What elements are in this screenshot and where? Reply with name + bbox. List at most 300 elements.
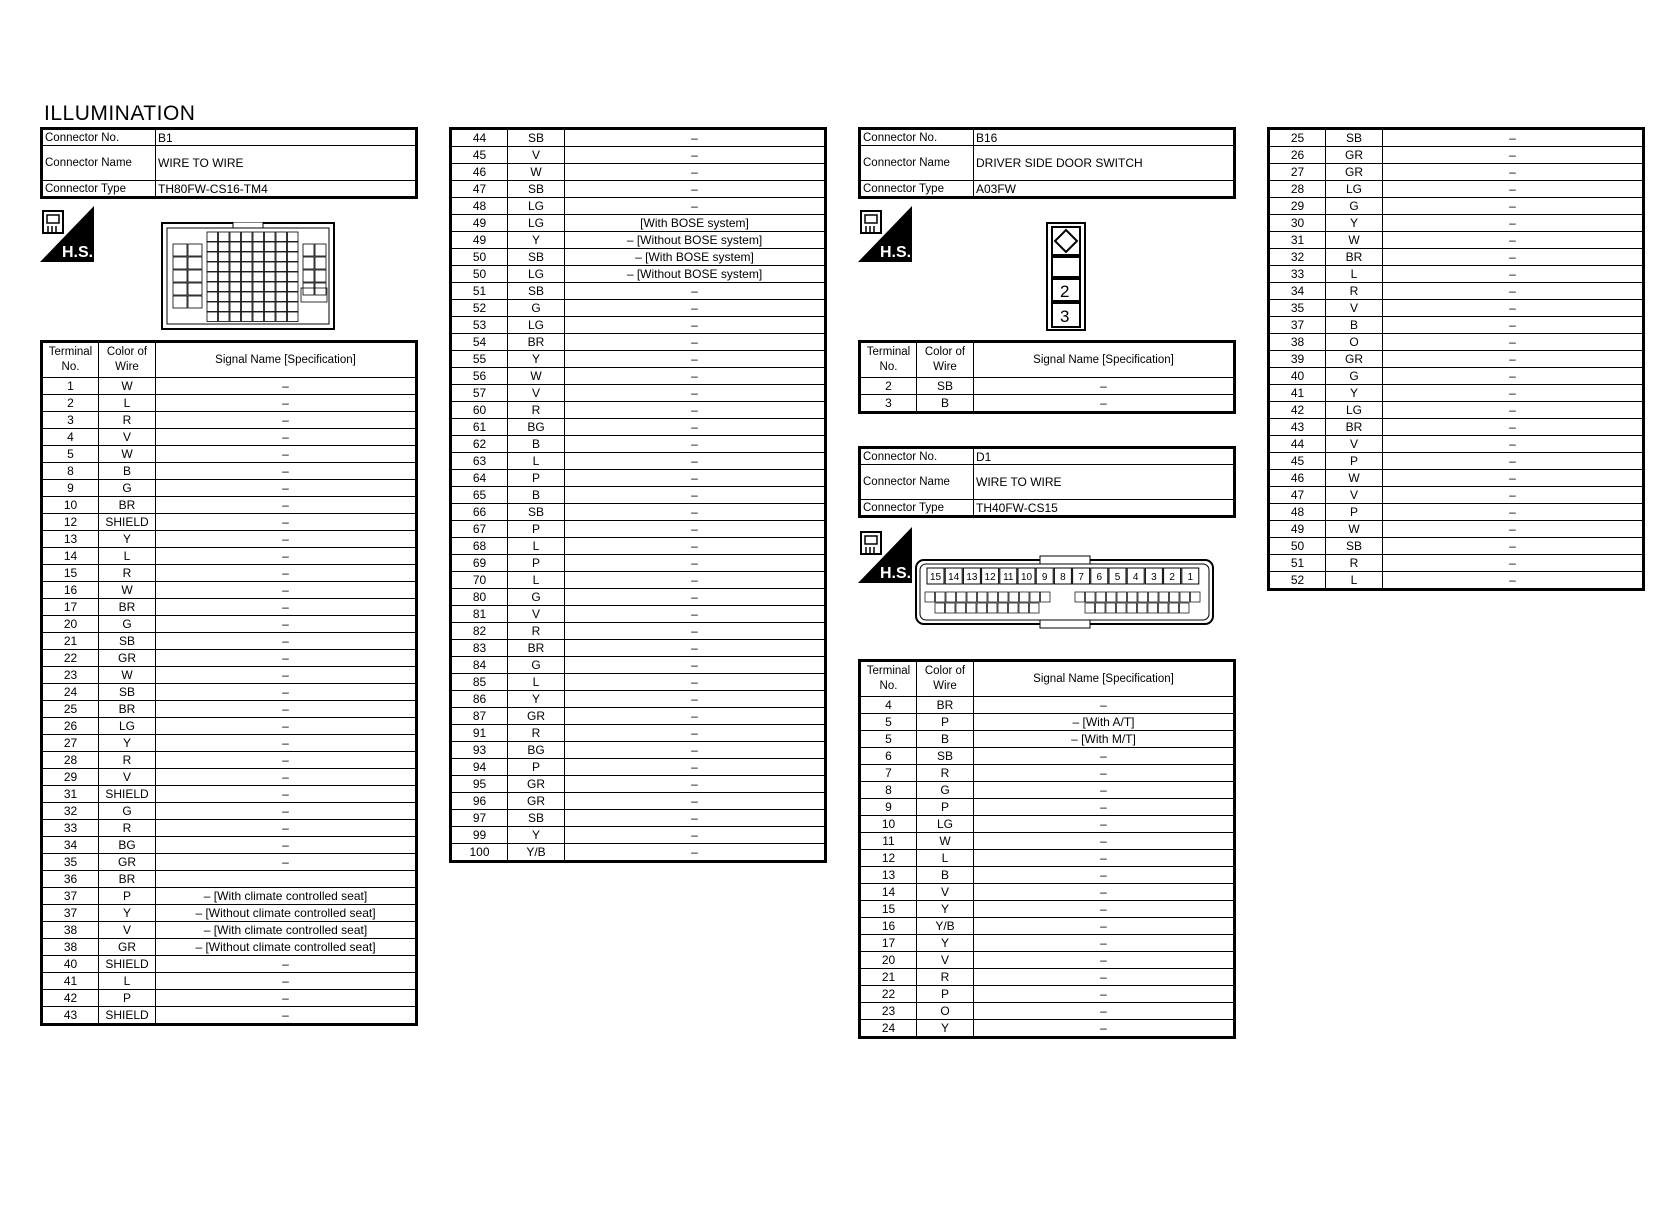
signal-name-cell: – (1383, 453, 1644, 470)
terminal-no-cell: 38 (42, 922, 99, 939)
wire-color-cell: P (917, 714, 974, 731)
table-row (1269, 504, 1644, 521)
signal-name-cell: – (565, 742, 826, 759)
wire-color-cell: SB (508, 129, 565, 147)
d1-small-pin (1041, 592, 1051, 602)
terminal-no-header: Terminal No. (42, 342, 99, 378)
wire-color-cell: BG (508, 419, 565, 436)
b1-pin-cell (303, 283, 314, 295)
terminal-no-cell: 40 (1269, 368, 1326, 385)
b1-pin-cell (265, 262, 276, 272)
wire-color-cell: BR (508, 334, 565, 351)
terminal-no-cell: 52 (451, 300, 508, 317)
wire-color-cell: LG (1326, 181, 1383, 198)
terminal-no-cell: 27 (1269, 164, 1326, 181)
d1-small-pin (946, 603, 956, 613)
table-row (42, 565, 417, 582)
terminal-no-header: Terminal No. (860, 661, 917, 697)
wire-color-cell: Y/B (917, 918, 974, 935)
table-row (860, 731, 1235, 748)
b1-pin-cell (242, 282, 253, 292)
signal-name-cell: – (565, 351, 826, 368)
b1-pin-cell (230, 272, 241, 282)
b1-pin-cell (242, 302, 253, 312)
signal-name-cell: – (156, 667, 417, 684)
d1-small-pin (1086, 592, 1096, 602)
wire-color-cell: GR (99, 854, 156, 871)
signal-name-cell: – (565, 572, 826, 589)
wire-color-cell: W (99, 667, 156, 684)
wire-color-cell: LG (508, 198, 565, 215)
wire-color-cell: V (508, 606, 565, 623)
b1-pin-cell (207, 252, 218, 262)
terminal-no-cell: 86 (451, 691, 508, 708)
b1-pin-cell (173, 244, 187, 256)
connector-name-value: WIRE TO WIRE (974, 465, 1235, 500)
d1-small-pin (1019, 603, 1029, 613)
wire-color-cell: LG (508, 266, 565, 283)
d1-small-pin (1020, 592, 1030, 602)
wire-color-cell: W (99, 582, 156, 599)
signal-name-cell: – (565, 470, 826, 487)
terminal-no-cell: 13 (42, 531, 99, 548)
b1-pin-cell (288, 312, 299, 322)
d1-pin-label: 15 (929, 572, 942, 583)
b1-pin-cell (288, 272, 299, 282)
d1-small-pin (1009, 603, 1019, 613)
wire-color-cell: L (508, 674, 565, 691)
signal-name-cell: – [With climate controlled seat] (156, 922, 417, 939)
wire-color-cell: Y (99, 905, 156, 922)
b1-pin-cell (265, 272, 276, 282)
table-row (860, 935, 1235, 952)
b1-pin-cell (276, 312, 287, 322)
table-row (42, 531, 417, 548)
wire-color-cell: P (99, 990, 156, 1007)
signal-name-cell: – (974, 850, 1235, 867)
terminal-no-cell: 42 (1269, 402, 1326, 419)
wire-color-cell: Y (917, 901, 974, 918)
connector-b1-info (40, 127, 418, 199)
table-row (860, 850, 1235, 867)
wire-color-cell: G (1326, 198, 1383, 215)
table-row (42, 854, 417, 871)
signal-name-cell: – (565, 810, 826, 827)
connector-type-value: TH40FW-CS15 (974, 500, 1235, 517)
signal-name-cell: – (156, 956, 417, 973)
table-row (451, 487, 826, 504)
signal-name-cell: – [With BOSE system] (565, 249, 826, 266)
terminal-no-cell: 42 (42, 990, 99, 1007)
connector-no-value: B1 (156, 129, 417, 146)
d1-small-pin (1030, 592, 1040, 602)
b1-pin-cell (242, 262, 253, 272)
table-row (1269, 334, 1644, 351)
terminal-no-cell: 66 (451, 504, 508, 521)
terminal-no-cell: 17 (42, 599, 99, 616)
table-row (451, 827, 826, 844)
b1-pin-cell (276, 272, 287, 282)
table-row (860, 901, 1235, 918)
table-row (42, 446, 417, 463)
terminal-no-cell: 22 (42, 650, 99, 667)
hs-badge-icon (858, 206, 912, 262)
b1-pin-cell (230, 262, 241, 272)
table-row (860, 697, 1235, 714)
b16-pin-3: 3 (1060, 307, 1070, 326)
terminal-no-cell: 15 (860, 901, 917, 918)
signal-name-cell: – [Without BOSE system] (565, 232, 826, 249)
table-row (42, 769, 417, 786)
signal-name-cell: – [With M/T] (974, 731, 1235, 748)
b1-pin-cell (207, 302, 218, 312)
d1-small-pin (999, 592, 1009, 602)
signal-name-cell: – (974, 395, 1235, 413)
d1-pin-label: 8 (1060, 572, 1066, 583)
b1-pin-cell (253, 232, 264, 242)
wire-color-cell: SHIELD (99, 514, 156, 531)
d1-small-pin (1117, 603, 1127, 613)
table-row (451, 453, 826, 470)
d1-small-pin (967, 603, 977, 613)
terminal-no-cell: 47 (451, 181, 508, 198)
b1-pin-cell (219, 242, 230, 252)
terminal-no-cell: 80 (451, 589, 508, 606)
signal-name-cell: – (1383, 317, 1644, 334)
wire-color-cell: G (99, 616, 156, 633)
wire-color-cell: L (508, 538, 565, 555)
terminal-no-cell: 30 (1269, 215, 1326, 232)
table-row (42, 939, 417, 956)
table-row (451, 589, 826, 606)
wire-color-cell: P (1326, 453, 1383, 470)
terminal-no-cell: 47 (1269, 487, 1326, 504)
table-row (451, 470, 826, 487)
wire-color-cell: P (508, 521, 565, 538)
wire-color-cell: P (508, 759, 565, 776)
connector-name-value: DRIVER SIDE DOOR SWITCH (974, 146, 1235, 181)
wire-color-cell: G (917, 782, 974, 799)
terminal-no-cell: 31 (42, 786, 99, 803)
table-row (451, 623, 826, 640)
connector-d1-info (858, 446, 1236, 518)
wire-color-cell: LG (1326, 402, 1383, 419)
signal-name-cell: – (156, 633, 417, 650)
table-row (860, 952, 1235, 969)
wire-color-cell: LG (508, 317, 565, 334)
wire-color-cell: SB (1326, 538, 1383, 555)
terminal-no-cell: 55 (451, 351, 508, 368)
signal-name-cell: – (974, 986, 1235, 1003)
table-row (860, 884, 1235, 901)
b1-pin-cell (303, 244, 314, 256)
signal-name-cell: – (1383, 283, 1644, 300)
table-row (451, 691, 826, 708)
table-row (42, 378, 417, 395)
b1-pin-cell (288, 232, 299, 242)
d1-small-pin (1159, 603, 1169, 613)
d1-small-pin (1096, 603, 1106, 613)
terminal-no-cell: 3 (42, 412, 99, 429)
b1-pin-cell (303, 257, 314, 269)
signal-name-cell: – (156, 429, 417, 446)
table-row (42, 735, 417, 752)
terminal-no-cell: 12 (860, 850, 917, 867)
d1-small-pin (936, 592, 946, 602)
d1-pin-label: 4 (1132, 572, 1139, 583)
table-row (451, 368, 826, 385)
color-of-wire-header: Color of Wire (99, 342, 156, 378)
terminal-no-cell: 12 (42, 514, 99, 531)
b1-pin-cell (253, 312, 264, 322)
terminal-no-cell: 63 (451, 453, 508, 470)
terminal-no-cell: 49 (451, 215, 508, 232)
b1-pin-cell (188, 283, 202, 295)
table-row (42, 633, 417, 650)
wire-color-cell: BG (99, 837, 156, 854)
signal-name-cell: – (974, 952, 1235, 969)
d1-terminal-table (858, 659, 1236, 1039)
wire-color-cell: SHIELD (99, 956, 156, 973)
terminal-no-cell: 37 (1269, 317, 1326, 334)
table-row (451, 300, 826, 317)
terminal-no-cell: 37 (42, 888, 99, 905)
b1-pin-cell (230, 312, 241, 322)
table-row (451, 504, 826, 521)
terminal-no-cell: 3 (860, 395, 917, 413)
table-row (860, 986, 1235, 1003)
table-row (1269, 402, 1644, 419)
b1-pin-cell (276, 282, 287, 292)
wire-color-cell: SB (1326, 129, 1383, 147)
wire-color-cell: GR (508, 776, 565, 793)
wire-color-cell: O (917, 1003, 974, 1020)
terminal-no-cell: 52 (1269, 572, 1326, 590)
signal-name-cell: – (156, 497, 417, 514)
terminal-no-cell: 68 (451, 538, 508, 555)
page-title: ILLUMINATION (44, 102, 196, 125)
b1-pin-cell (219, 262, 230, 272)
b1-pin-cell (173, 296, 187, 308)
wire-color-cell: P (99, 888, 156, 905)
d1-pin-label: 2 (1169, 572, 1175, 583)
wire-color-cell: B (99, 463, 156, 480)
b1-pin-cell (188, 257, 202, 269)
b1-pin-cell (219, 232, 230, 242)
signal-name-cell: – (565, 657, 826, 674)
terminal-no-cell: 21 (860, 969, 917, 986)
terminal-no-cell: 4 (42, 429, 99, 446)
b1-terminal-table (40, 340, 418, 1026)
table-row (451, 215, 826, 232)
connector-b16-diagram (1046, 222, 1086, 332)
hs-badge-icon (858, 527, 912, 583)
table-row (860, 918, 1235, 935)
terminal-no-cell: 50 (451, 249, 508, 266)
terminal-no-cell: 7 (860, 765, 917, 782)
signal-name-cell: – (974, 782, 1235, 799)
terminal-no-cell: 41 (1269, 385, 1326, 402)
signal-name-cell: – (974, 884, 1235, 901)
signal-name-cell: – (1383, 351, 1644, 368)
hs-badge-text: H.S. (880, 565, 912, 582)
b1-pin-cell (219, 312, 230, 322)
wire-color-cell: GR (1326, 147, 1383, 164)
signal-name-cell: – (1383, 300, 1644, 317)
color-of-wire-header: Color of Wire (917, 661, 974, 697)
signal-name-cell: – (156, 480, 417, 497)
wire-color-cell: SHIELD (99, 1007, 156, 1025)
signal-name-cell: – (1383, 538, 1644, 555)
signal-name-cell: – (1383, 249, 1644, 266)
terminal-no-cell: 61 (451, 419, 508, 436)
signal-name-cell: – (156, 446, 417, 463)
terminal-no-cell: 25 (1269, 129, 1326, 147)
b1-pin-cell (265, 292, 276, 302)
terminal-no-cell: 35 (42, 854, 99, 871)
table-row (42, 905, 417, 922)
wire-color-cell: V (1326, 436, 1383, 453)
terminal-no-cell: 91 (451, 725, 508, 742)
signal-name-cell: – (1383, 470, 1644, 487)
wire-color-cell: B (917, 731, 974, 748)
connector-name-label: Connector Name (42, 146, 156, 181)
terminal-no-cell: 20 (860, 952, 917, 969)
table-row (451, 844, 826, 862)
b1-pin-cell (219, 252, 230, 262)
d1-small-pin (1096, 592, 1106, 602)
signal-name-cell: – (565, 793, 826, 810)
d1-small-pin (1180, 603, 1190, 613)
table-row (42, 786, 417, 803)
signal-name-cell: – (1383, 164, 1644, 181)
signal-name-cell: – (156, 820, 417, 837)
b1-pin-cell (265, 312, 276, 322)
signal-name-cell: – (974, 833, 1235, 850)
terminal-no-cell: 33 (42, 820, 99, 837)
signal-name-cell: – (565, 504, 826, 521)
signal-name-cell: – (565, 555, 826, 572)
table-row (1269, 419, 1644, 436)
terminal-no-cell: 5 (860, 714, 917, 731)
b1-pin-cell (207, 232, 218, 242)
wire-color-cell: R (508, 623, 565, 640)
wire-color-cell: G (1326, 368, 1383, 385)
b1-pin-cell (242, 272, 253, 282)
signal-name-cell: – (1383, 572, 1644, 590)
wire-color-cell: R (1326, 555, 1383, 572)
wire-color-cell: BR (99, 599, 156, 616)
b1-pin-cell (242, 312, 253, 322)
wire-color-cell: V (1326, 300, 1383, 317)
signal-name-cell (156, 871, 417, 888)
d1-pin-label: 10 (1020, 572, 1033, 583)
wire-color-cell: SHIELD (99, 786, 156, 803)
signal-name-cell: – (1383, 487, 1644, 504)
signal-name-cell: – (974, 748, 1235, 765)
wire-color-cell: V (508, 147, 565, 164)
signal-name-cell: – (156, 548, 417, 565)
d1-pin-label: 14 (948, 572, 960, 583)
table-row (860, 833, 1235, 850)
signal-name-cell: – (974, 935, 1235, 952)
signal-name-cell: – (974, 765, 1235, 782)
wire-color-cell: V (917, 952, 974, 969)
wire-color-cell: SB (508, 810, 565, 827)
wire-color-cell: L (508, 572, 565, 589)
d1-small-pin (1030, 603, 1040, 613)
signal-name-cell: – (156, 582, 417, 599)
b1-pin-cell (276, 232, 287, 242)
table-row (1269, 129, 1644, 147)
signal-name-cell: – (156, 718, 417, 735)
d1-small-pin (956, 603, 966, 613)
table-row (860, 799, 1235, 816)
terminal-no-cell: 69 (451, 555, 508, 572)
table-row (451, 538, 826, 555)
d1-small-pin (967, 592, 977, 602)
signal-name-cell: – (1383, 436, 1644, 453)
b1-pin-cell (253, 242, 264, 252)
terminal-no-cell: 23 (860, 1003, 917, 1020)
wire-color-cell: W (1326, 470, 1383, 487)
wire-color-cell: Y (99, 735, 156, 752)
table-row (42, 650, 417, 667)
terminal-no-cell: 43 (42, 1007, 99, 1025)
terminal-no-cell: 38 (1269, 334, 1326, 351)
table-row (1269, 283, 1644, 300)
terminal-no-cell: 53 (451, 317, 508, 334)
signal-name-header: Signal Name [Specification] (156, 342, 417, 378)
table-row (42, 599, 417, 616)
terminal-no-cell: 83 (451, 640, 508, 657)
signal-name-cell: – (565, 283, 826, 300)
terminal-no-cell: 49 (451, 232, 508, 249)
signal-name-cell: – (1383, 334, 1644, 351)
wire-color-cell: GR (508, 793, 565, 810)
table-row (42, 412, 417, 429)
wire-color-cell: LG (917, 816, 974, 833)
terminal-no-cell: 34 (42, 837, 99, 854)
b1-pin-cell (276, 302, 287, 312)
signal-name-cell: – [With climate controlled seat] (156, 888, 417, 905)
signal-name-cell: – (565, 521, 826, 538)
terminal-no-cell: 32 (1269, 249, 1326, 266)
table-row (42, 837, 417, 854)
table-row (451, 317, 826, 334)
wire-color-cell: Y (508, 827, 565, 844)
wire-color-cell: BG (508, 742, 565, 759)
signal-name-cell: – [Without climate controlled seat] (156, 905, 417, 922)
terminal-no-cell: 93 (451, 742, 508, 759)
table-row (860, 969, 1235, 986)
terminal-no-cell: 26 (1269, 147, 1326, 164)
signal-name-cell: – (156, 395, 417, 412)
table-row (1269, 232, 1644, 249)
table-row (1269, 249, 1644, 266)
table-row (451, 147, 826, 164)
signal-name-cell: – (1383, 555, 1644, 572)
signal-name-cell: – (974, 918, 1235, 935)
d1-small-pin (978, 592, 988, 602)
b1-pin-cell (219, 302, 230, 312)
d1-small-pin (925, 592, 935, 602)
d1-small-pin (1085, 603, 1095, 613)
table-row (42, 548, 417, 565)
signal-name-cell: – (565, 129, 826, 147)
wire-color-cell: L (99, 395, 156, 412)
signal-name-cell: – (156, 650, 417, 667)
